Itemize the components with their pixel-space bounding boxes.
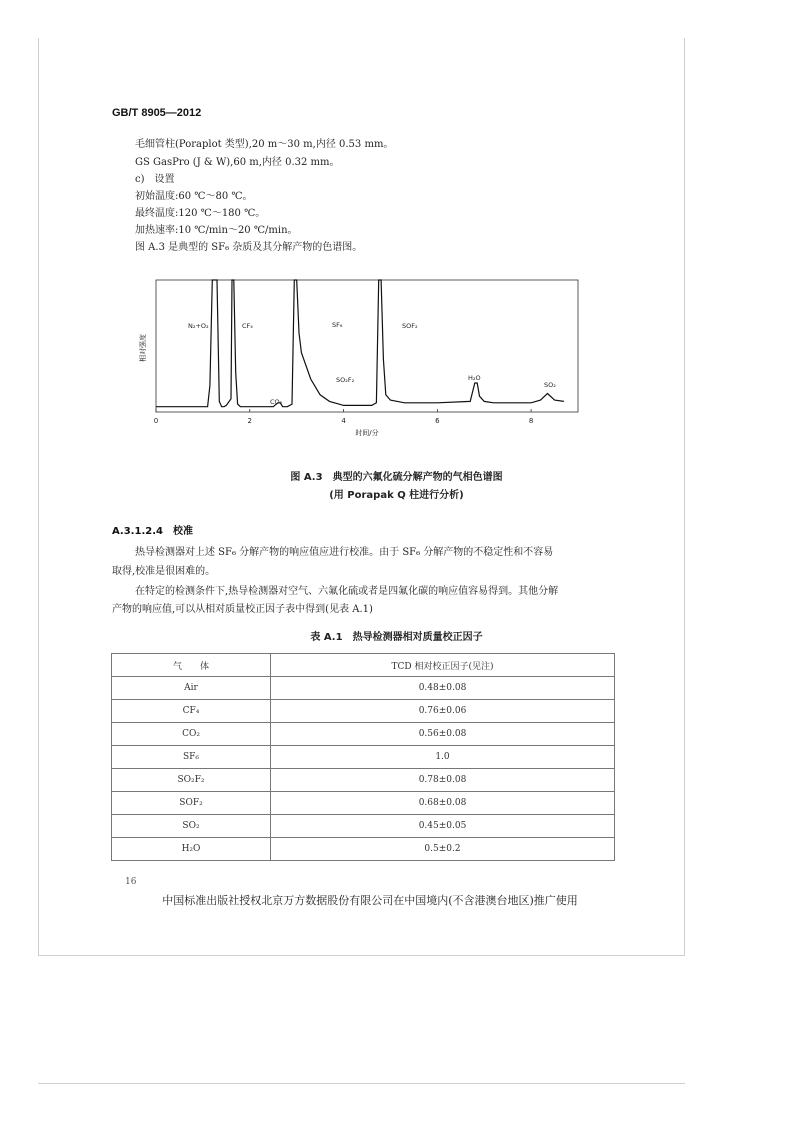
- table-cell-gas: SOF₂: [112, 792, 271, 815]
- peak-label-so2f2: SO₂F₂: [336, 376, 355, 384]
- table-row: [112, 769, 615, 792]
- page-number: 16: [125, 877, 137, 887]
- frame-bottom-line: [38, 955, 685, 956]
- table-cell-gas: CO₂: [112, 723, 271, 746]
- table-cell-factor: 0.5±0.2: [271, 838, 615, 861]
- peak-label-sf6: SF₆: [332, 321, 343, 329]
- table-title: 表 A.1 热导检测器相对质量校正因子: [310, 632, 483, 643]
- peak-label-cf4: CF₄: [242, 322, 253, 330]
- calibration-table: [111, 653, 615, 861]
- table-cell-gas: H₂O: [112, 838, 271, 861]
- license-footer-note: 中国标准出版社授权北京万方数据股份有限公司在中国境内(不含港澳台地区)推广使用: [162, 894, 578, 907]
- table-row: [112, 815, 615, 838]
- table-cell-factor: 0.68±0.08: [271, 792, 615, 815]
- intro-line-3: c) 设置: [135, 174, 175, 185]
- intro-line-5: 最终温度:120 ℃～180 ℃。: [135, 208, 266, 219]
- figure-caption-subtitle: (用 Porapak Q 柱进行分析): [329, 490, 464, 501]
- peak-label-n2o2: N₂+O₂: [188, 322, 209, 330]
- x-tick-label: 8: [528, 417, 534, 425]
- peak-label-sof2: SOF₂: [402, 322, 418, 330]
- table-cell-factor: 0.45±0.05: [271, 815, 615, 838]
- table-cell-gas: Air: [112, 677, 271, 700]
- table-row: [112, 677, 615, 700]
- table-cell-gas: SF₆: [112, 746, 271, 769]
- y-axis-label: 相对强度: [139, 334, 147, 362]
- table-cell-factor: 0.48±0.08: [271, 677, 615, 700]
- intro-line-4: 初始温度:60 ℃～80 ℃。: [135, 191, 253, 202]
- x-axis-label: 时间/分: [355, 429, 379, 437]
- intro-line-2: GS GasPro (J & W),60 m,内径 0.32 mm。: [135, 157, 340, 168]
- x-tick-label: 0: [153, 417, 159, 425]
- intro-line-6: 加热速率:10 ℃/min～20 ℃/min。: [135, 225, 298, 236]
- table-row: [112, 700, 615, 723]
- chromatogram-svg: [120, 270, 590, 445]
- table-cell-gas: SO₂F₂: [112, 769, 271, 792]
- standard-code: GB/T 8905—2012: [112, 107, 202, 119]
- table-header-gas: 气 体: [112, 654, 271, 677]
- peak-label-co2: CO₂: [270, 398, 283, 406]
- table-header-row: [112, 654, 615, 677]
- table-header-factor: TCD 相对校正因子(见注): [271, 654, 615, 677]
- table-cell-gas: SO₂: [112, 815, 271, 838]
- chromatogram-line: [156, 280, 564, 407]
- table-cell-factor: 0.78±0.08: [271, 769, 615, 792]
- figure-caption-title: 图 A.3 典型的六氟化硫分解产物的气相色谱图: [290, 472, 503, 483]
- table-cell-factor: 0.56±0.08: [271, 723, 615, 746]
- chromatogram-figure: [120, 270, 590, 445]
- x-tick-label: 2: [247, 417, 253, 425]
- x-tick-label: 4: [341, 417, 346, 425]
- table-cell-gas: CF₄: [112, 700, 271, 723]
- section-heading: A.3.1.2.4 校准: [112, 526, 193, 537]
- section-para2-line2: 产物的响应值,可以从相对质量校正因子表中得到(见表 A.1): [112, 604, 373, 615]
- peak-label-h2o: H₂O: [468, 374, 481, 382]
- table-row: [112, 723, 615, 746]
- intro-line-1: 毛细管柱(Poraplot 类型),20 m～30 m,内径 0.53 mm。: [135, 139, 394, 150]
- intro-line-7: 图 A.3 是典型的 SF₆ 杂质及其分解产物的色谱图。: [135, 242, 363, 253]
- section-para2-line1: 在特定的检测条件下,热导检测器对空气、六氟化硫或者是四氟化碳的响应值容易得到。其他分解: [135, 586, 559, 597]
- section-para1-line1: 热导检测器对上述 SF₆ 分解产物的响应值应进行校准。由于 SF₆ 分解产物的不稳定性和不容易: [135, 547, 554, 558]
- x-tick-label: 6: [435, 417, 440, 425]
- peak-label-so2: SO₂: [544, 381, 556, 389]
- table-row: [112, 746, 615, 769]
- table-cell-factor: 0.76±0.06: [271, 700, 615, 723]
- page-bottom-rule: [38, 1083, 685, 1084]
- table-row: [112, 792, 615, 815]
- table-row: [112, 838, 615, 861]
- table-cell-factor: 1.0: [271, 746, 615, 769]
- section-para1-line2: 取得,校准是很困难的。: [112, 566, 216, 577]
